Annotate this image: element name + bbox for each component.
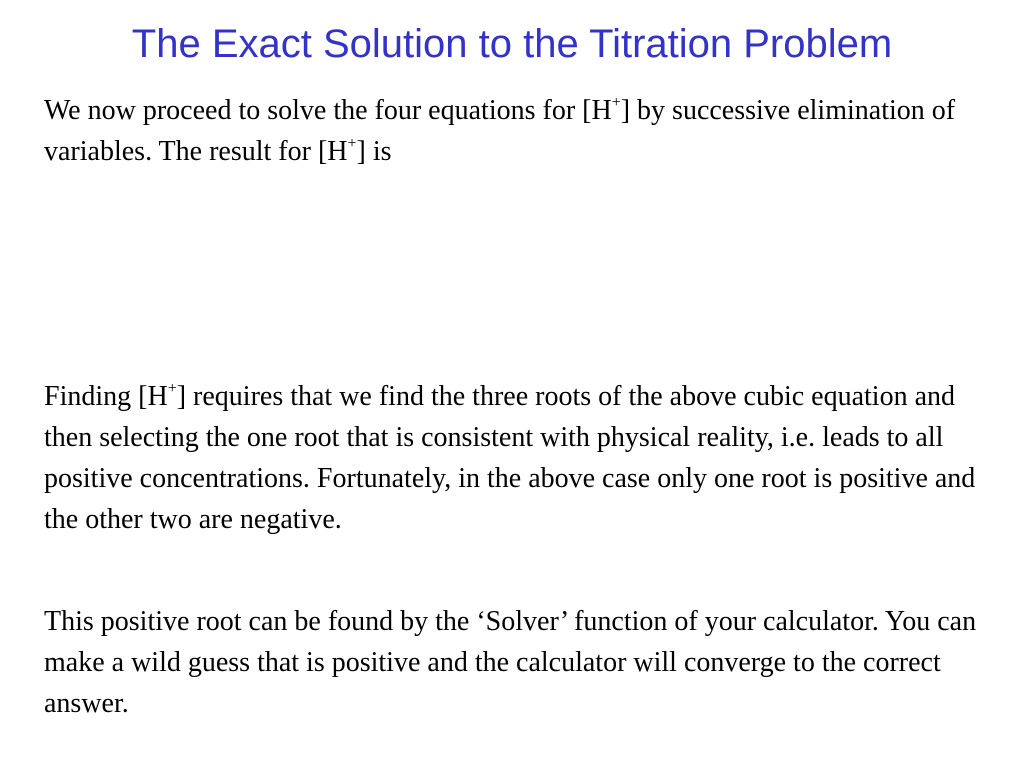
roots-paragraph [44, 376, 994, 540]
intro-text-part-2: ] by successive elimination of variables. The result for [H [44, 95, 956, 167]
slide-title: The Exact Solution to the Titration Problem [131, 22, 893, 66]
superscript-plus: + [167, 380, 177, 397]
intro-paragraph [44, 90, 994, 172]
superscript-plus: + [347, 135, 357, 152]
superscript-plus: + [611, 94, 621, 111]
roots-text-part-1: Finding [H [44, 381, 168, 412]
roots-text-part-2: ] requires that we find the three roots of the above cubic equation and then selecting the one root that is consistent with physical reality, i.e. leads to all positive concentrations. Fortunately, in the above case only one root is positive and the other two are negative. [44, 381, 976, 535]
equation-placeholder [44, 180, 974, 360]
solver-paragraph: This positive root can be found by the ‘Solver’ function of your calculator. You can make a wild guess that is positive and the calculator will converge to the correct answer. [44, 606, 977, 719]
intro-text-part-1: We now proceed to solve the four equations for [H [44, 95, 612, 126]
intro-text-part-3: ] is [356, 136, 392, 167]
